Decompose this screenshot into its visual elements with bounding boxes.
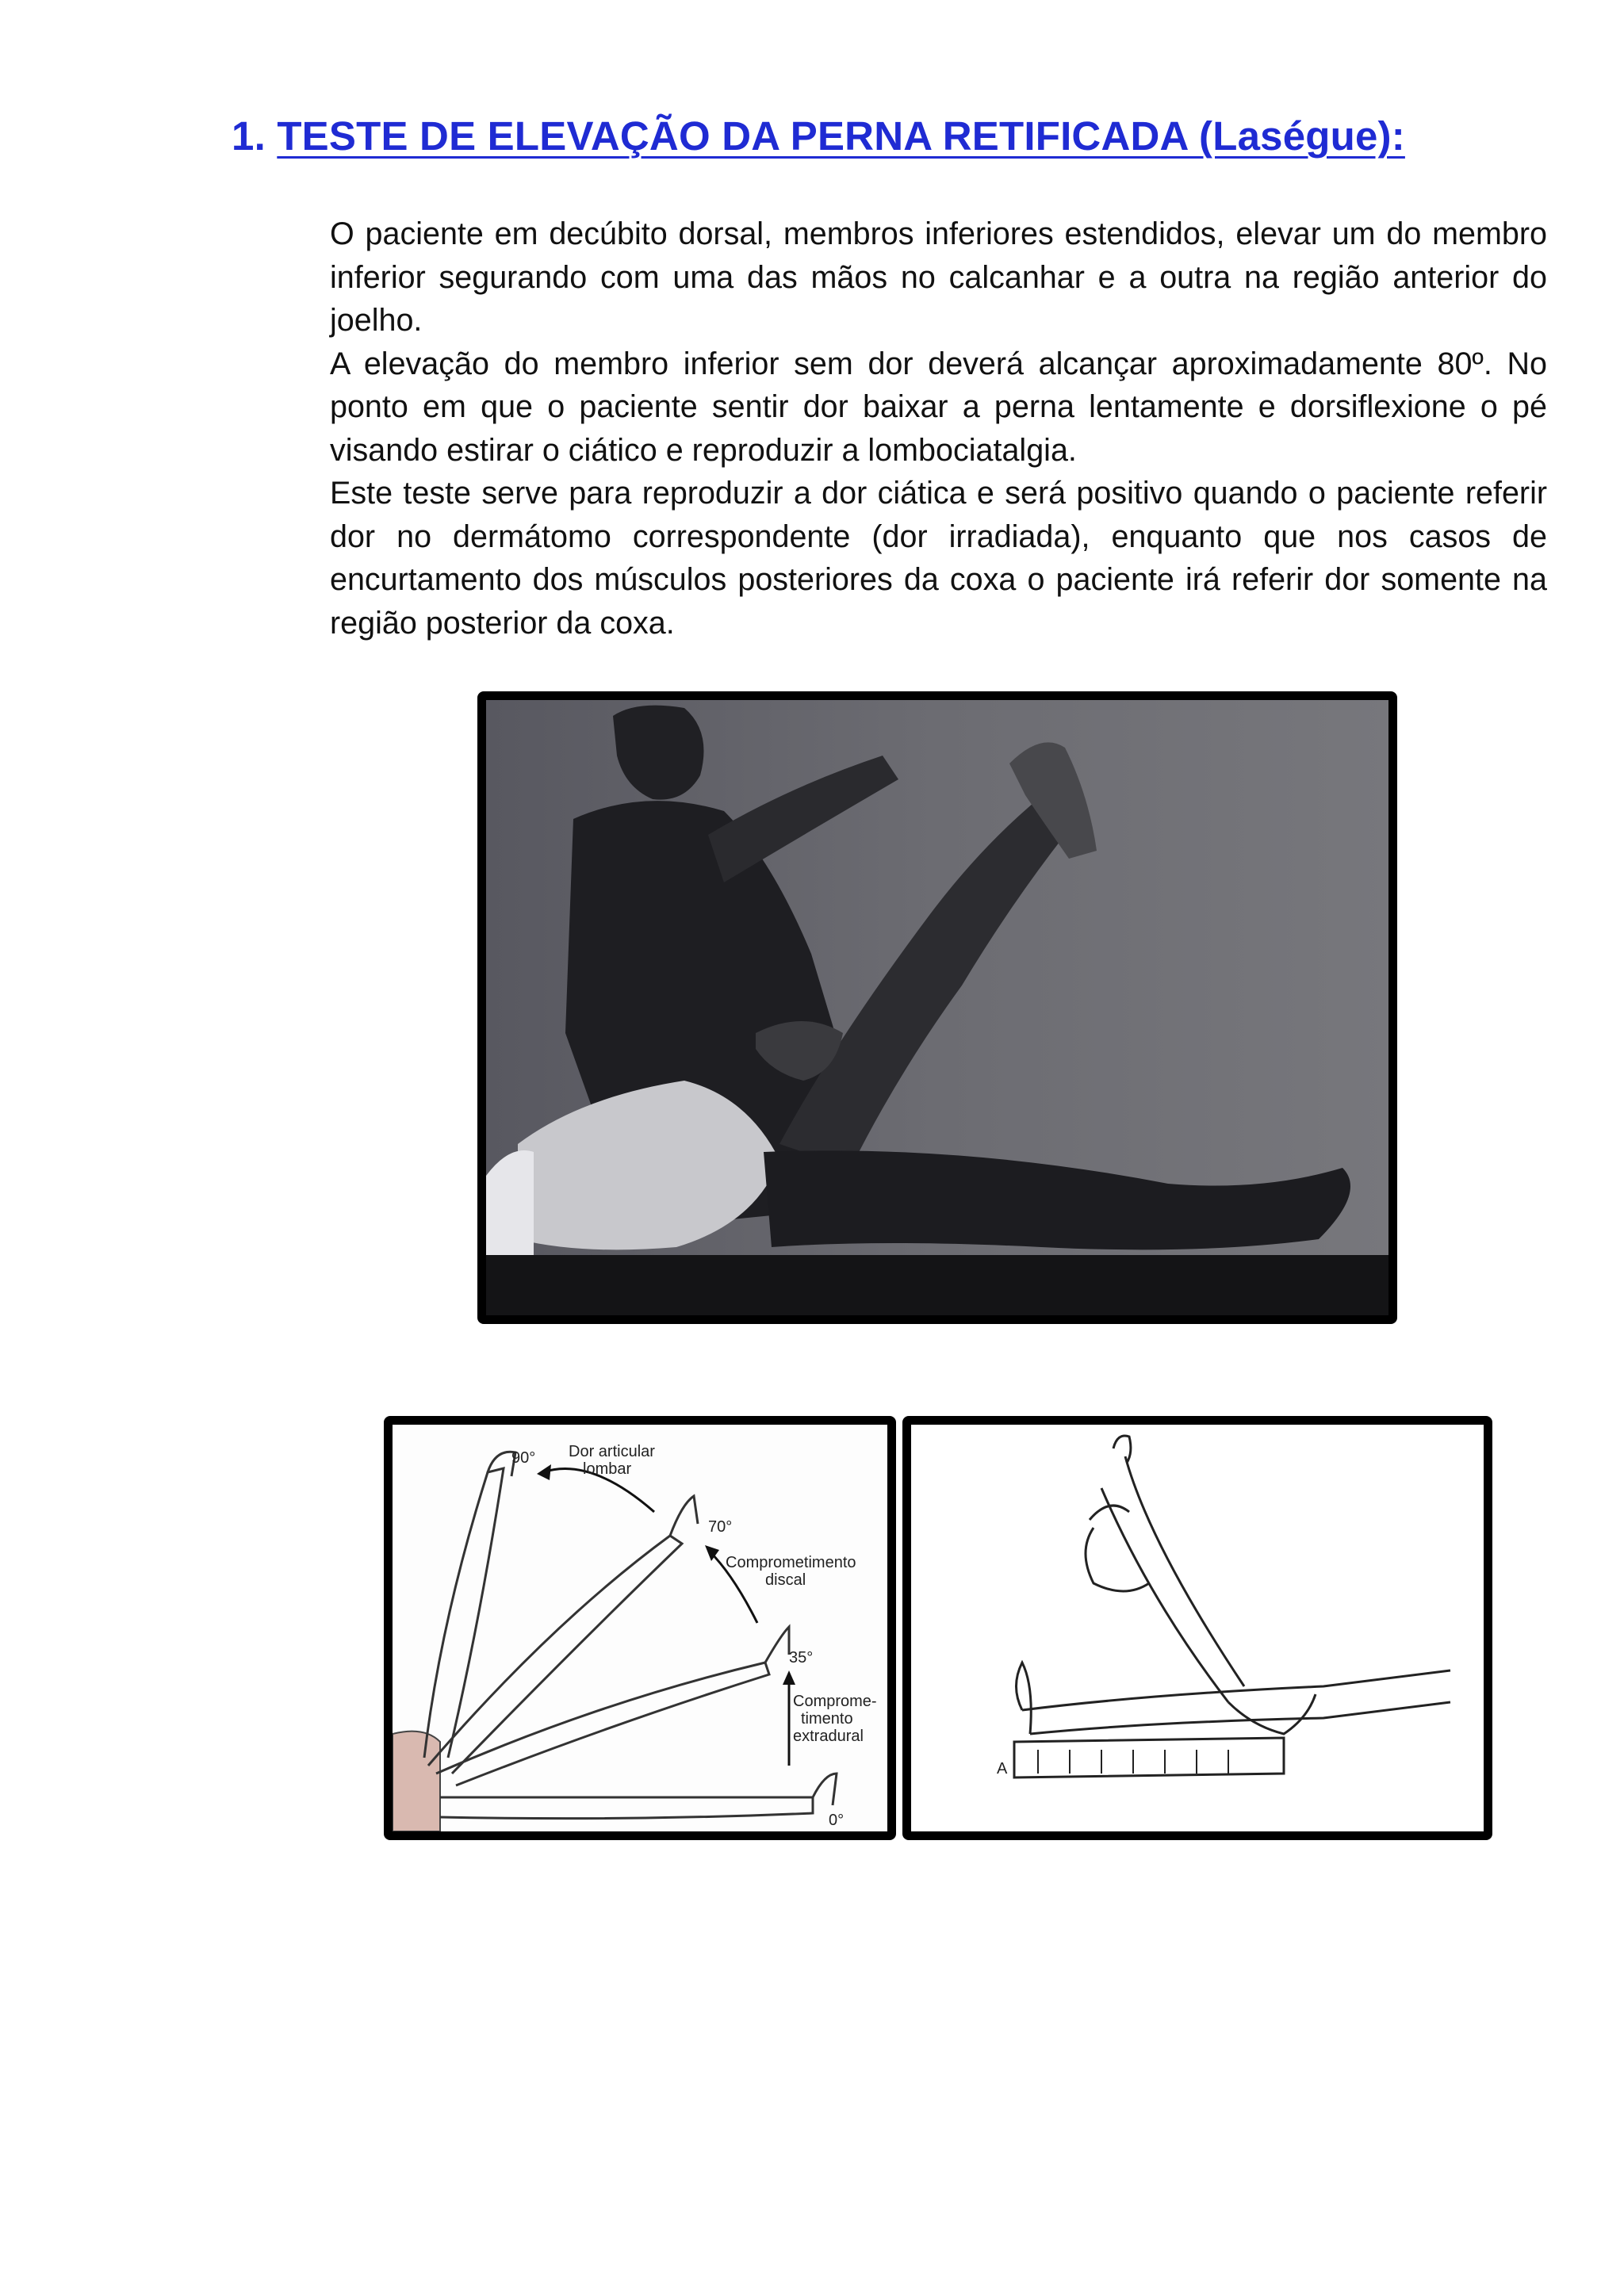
angle-0-label: 0° (829, 1812, 845, 1829)
paragraph-procedure: O paciente em decúbito dorsal, membros inferiores estendidos, elevar um do membro inferior segurando com uma das mãos no calcanhar e a outra na região anterior do joelho. (330, 216, 1547, 338)
slr-table-diagram (902, 1416, 1492, 1840)
angle-90-label: 90° (511, 1449, 536, 1467)
angle-70-label: 70° (708, 1518, 733, 1536)
body-text (330, 212, 1547, 645)
paragraph-purpose: Este teste serve para reproduzir a dor ciática e será positivo quando o paciente referir dor no dermátomo correspondente (dor irradiada), enquanto que nos casos de encurtamento dos músculos posteriores da coxa o paciente irá referir dor somente na região posterior da coxa. (330, 476, 1547, 641)
section-heading (232, 113, 1548, 159)
label-lumbar-line1: Dor articular (569, 1443, 655, 1460)
heading-title: TESTE DE ELEVAÇÃO DA PERNA RETIFICADA (Laségue): (277, 113, 1405, 159)
label-extradural-line3: extradural (793, 1728, 864, 1745)
angle-35-label: 35° (789, 1649, 814, 1667)
panel-letter: A (997, 1760, 1008, 1777)
examination-photo (477, 691, 1397, 1324)
label-extradural-line2: timento (801, 1710, 853, 1728)
heading-number: 1. (232, 113, 266, 159)
label-discal-line1: Comprometimento (726, 1554, 856, 1571)
label-lumbar-line2: lombar (583, 1460, 632, 1478)
label-discal-line2: discal (765, 1571, 806, 1589)
label-extradural-line1: Comprome- (793, 1693, 877, 1710)
slr-angles-diagram (384, 1416, 896, 1840)
paragraph-elevation: A elevação do membro inferior sem dor deverá alcançar aproximadamente 80º. No ponto em que o paciente sentir dor baixar a perna lentamente e dorsiflexione o pé visando estirar o ciático e reproduzir a lombociatalgia. (330, 346, 1547, 468)
